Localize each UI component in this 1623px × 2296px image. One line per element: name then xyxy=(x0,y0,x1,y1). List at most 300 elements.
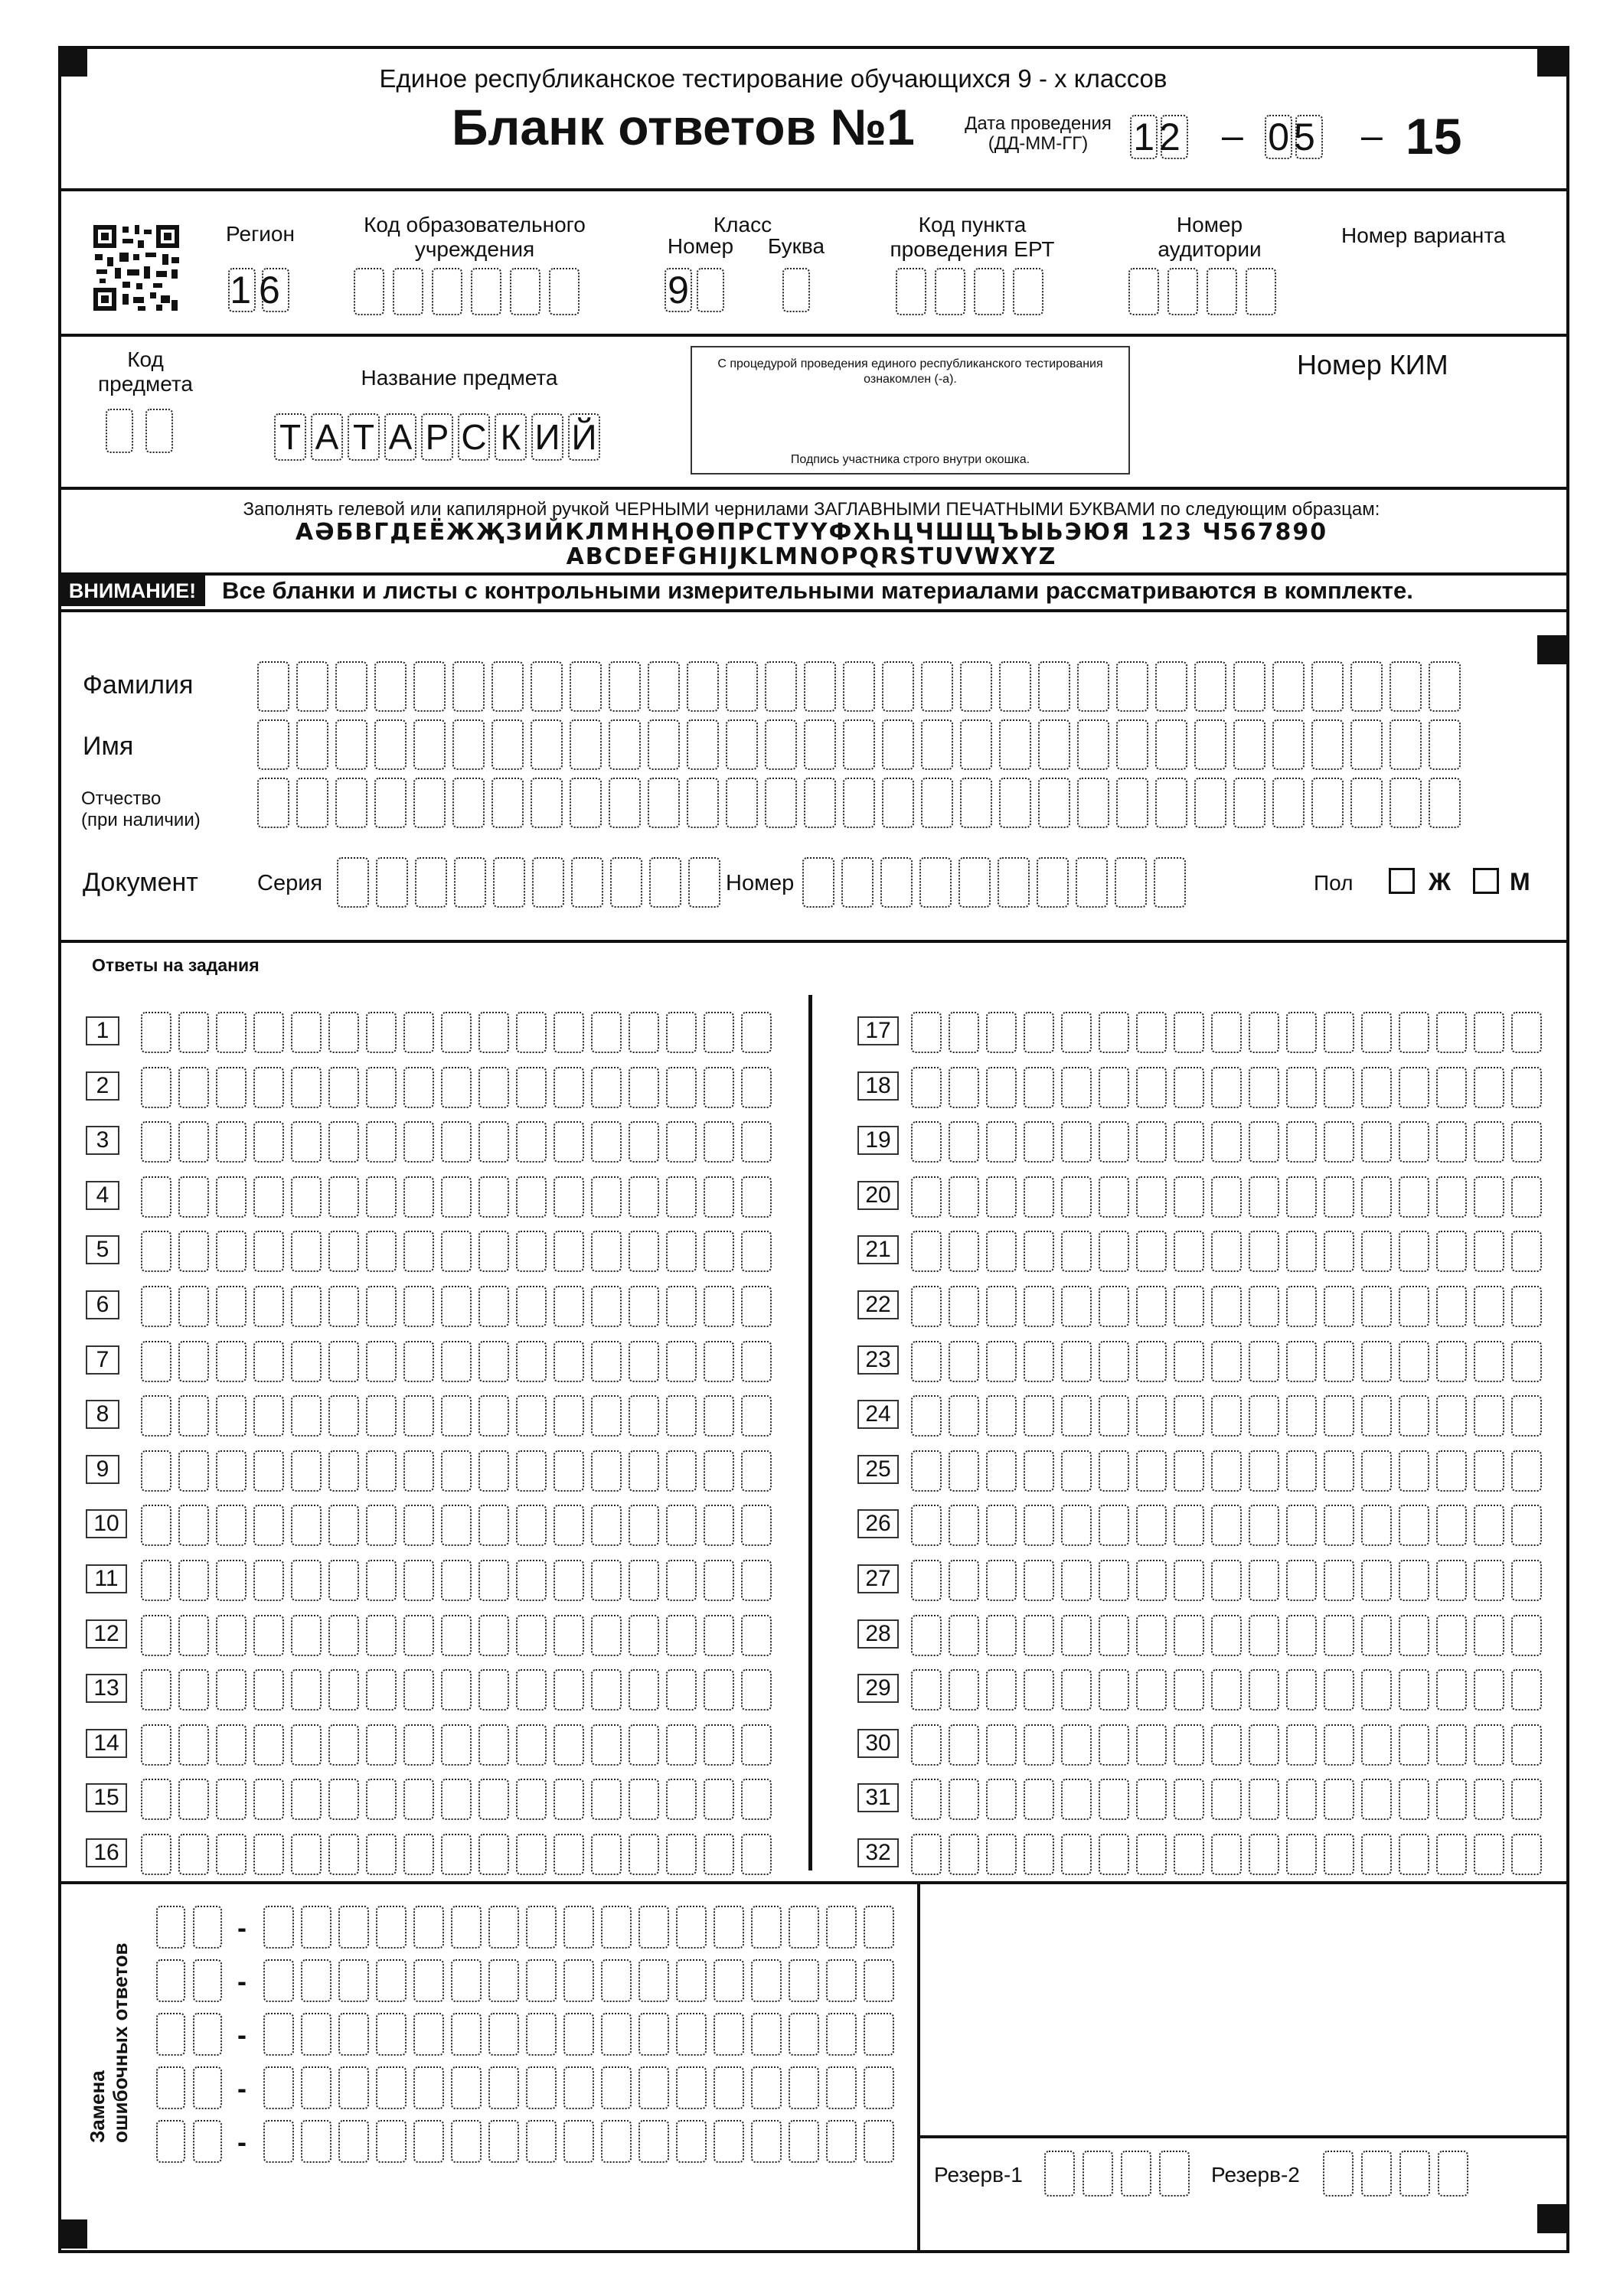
answer-right-19-cell-10[interactable] xyxy=(1249,1121,1279,1163)
name-box-27[interactable] xyxy=(1272,719,1305,770)
answer-right-27-cell-4[interactable] xyxy=(1024,1560,1054,1601)
answer-right-29-cell-9[interactable] xyxy=(1211,1669,1242,1711)
answer-left-6-cell-15[interactable] xyxy=(666,1286,697,1327)
patronymic-box-4[interactable] xyxy=(374,778,407,828)
replacement-5-cell-8[interactable] xyxy=(526,2120,557,2163)
answer-left-5-cell-14[interactable] xyxy=(629,1231,659,1272)
answer-right-17-cell-13[interactable] xyxy=(1361,1012,1392,1053)
answer-left-6-cell-1[interactable] xyxy=(141,1286,171,1327)
replacement-1-cell-2[interactable] xyxy=(301,1906,331,1949)
answer-right-23-cell-5[interactable] xyxy=(1061,1341,1092,1382)
answer-right-32-cell-10[interactable] xyxy=(1249,1834,1279,1875)
patronymic-box-26[interactable] xyxy=(1233,778,1265,828)
replacement-1-cell-5[interactable] xyxy=(413,1906,444,1949)
answer-right-24-cell-17[interactable] xyxy=(1511,1395,1542,1437)
replacement-3-cell-14[interactable] xyxy=(751,2013,782,2056)
answer-right-24-cell-16[interactable] xyxy=(1474,1395,1504,1437)
answer-left-11-cell-5[interactable] xyxy=(291,1560,322,1601)
replacement-5-cell-9[interactable] xyxy=(563,2120,594,2163)
answer-left-1-cell-9[interactable] xyxy=(441,1012,472,1053)
answer-left-9-cell-11[interactable] xyxy=(516,1450,547,1492)
surname-box-2[interactable] xyxy=(296,661,328,712)
answer-left-4-cell-2[interactable] xyxy=(178,1176,209,1218)
answer-right-23-cell-12[interactable] xyxy=(1324,1341,1354,1382)
point-code-box-2[interactable] xyxy=(935,268,965,315)
name-box-8[interactable] xyxy=(531,719,563,770)
replacement-4-task-2[interactable] xyxy=(193,2066,222,2109)
answer-left-14-cell-10[interactable] xyxy=(478,1724,509,1766)
answer-left-8-cell-6[interactable] xyxy=(328,1395,359,1437)
answer-left-5-cell-4[interactable] xyxy=(253,1231,284,1272)
school-code-box-5[interactable] xyxy=(510,268,540,315)
answer-left-3-cell-5[interactable] xyxy=(291,1121,322,1163)
series-box-3[interactable] xyxy=(415,857,447,908)
answer-right-30-cell-3[interactable] xyxy=(986,1724,1017,1766)
answer-left-5-cell-8[interactable] xyxy=(403,1231,434,1272)
reserve2-box-4[interactable] xyxy=(1438,2151,1468,2197)
answer-left-5-cell-1[interactable] xyxy=(141,1231,171,1272)
answer-left-16-cell-7[interactable] xyxy=(366,1834,397,1875)
patronymic-box-19[interactable] xyxy=(960,778,992,828)
replacement-3-cell-9[interactable] xyxy=(563,2013,594,2056)
answer-right-18-cell-16[interactable] xyxy=(1474,1067,1504,1108)
point-code-box-4[interactable] xyxy=(1013,268,1043,315)
replacement-4-cell-9[interactable] xyxy=(563,2066,594,2109)
answer-left-2-cell-2[interactable] xyxy=(178,1067,209,1108)
answer-right-31-cell-15[interactable] xyxy=(1436,1779,1467,1820)
answer-right-26-cell-2[interactable] xyxy=(949,1505,979,1546)
answer-right-22-cell-1[interactable] xyxy=(911,1286,942,1327)
replacement-4-cell-10[interactable] xyxy=(601,2066,632,2109)
answer-left-12-cell-13[interactable] xyxy=(591,1615,622,1656)
answer-right-27-cell-17[interactable] xyxy=(1511,1560,1542,1601)
surname-box-7[interactable] xyxy=(491,661,524,712)
answer-right-20-cell-2[interactable] xyxy=(949,1176,979,1218)
answer-right-19-cell-11[interactable] xyxy=(1286,1121,1317,1163)
replacement-1-cell-9[interactable] xyxy=(563,1906,594,1949)
subject-name-letter-9[interactable]: Й xyxy=(568,413,600,461)
answer-left-14-cell-13[interactable] xyxy=(591,1724,622,1766)
answer-left-10-cell-7[interactable] xyxy=(366,1505,397,1546)
answer-left-9-cell-1[interactable] xyxy=(141,1450,171,1492)
answer-left-16-cell-13[interactable] xyxy=(591,1834,622,1875)
name-box-21[interactable] xyxy=(1038,719,1070,770)
replacement-5-cell-14[interactable] xyxy=(751,2120,782,2163)
answer-left-6-cell-3[interactable] xyxy=(216,1286,247,1327)
answer-right-31-cell-12[interactable] xyxy=(1324,1779,1354,1820)
answer-right-26-cell-3[interactable] xyxy=(986,1505,1017,1546)
room-box-2[interactable] xyxy=(1167,268,1198,315)
subject-name-letter-3[interactable]: Т xyxy=(348,413,380,461)
answer-right-17-cell-16[interactable] xyxy=(1474,1012,1504,1053)
surname-box-9[interactable] xyxy=(570,661,602,712)
answer-right-29-cell-3[interactable] xyxy=(986,1669,1017,1711)
answer-right-30-cell-14[interactable] xyxy=(1399,1724,1429,1766)
patronymic-box-28[interactable] xyxy=(1311,778,1344,828)
answer-left-2-cell-16[interactable] xyxy=(704,1067,734,1108)
answer-left-15-cell-14[interactable] xyxy=(629,1779,659,1820)
replacement-1-cell-12[interactable] xyxy=(676,1906,707,1949)
answer-right-26-cell-17[interactable] xyxy=(1511,1505,1542,1546)
answer-right-26-cell-15[interactable] xyxy=(1436,1505,1467,1546)
answer-left-16-cell-3[interactable] xyxy=(216,1834,247,1875)
answer-right-25-cell-6[interactable] xyxy=(1099,1450,1129,1492)
answer-right-27-cell-13[interactable] xyxy=(1361,1560,1392,1601)
replacement-4-task-1[interactable] xyxy=(156,2066,185,2109)
answer-right-29-cell-4[interactable] xyxy=(1024,1669,1054,1711)
school-code-box-1[interactable] xyxy=(354,268,384,315)
answer-right-29-cell-2[interactable] xyxy=(949,1669,979,1711)
doc-number-box-10[interactable] xyxy=(1154,857,1186,908)
answer-right-29-cell-12[interactable] xyxy=(1324,1669,1354,1711)
answer-right-31-cell-8[interactable] xyxy=(1174,1779,1204,1820)
answer-left-7-cell-16[interactable] xyxy=(704,1341,734,1382)
answer-right-29-cell-16[interactable] xyxy=(1474,1669,1504,1711)
answer-left-12-cell-14[interactable] xyxy=(629,1615,659,1656)
answer-left-13-cell-15[interactable] xyxy=(666,1669,697,1711)
answer-left-5-cell-12[interactable] xyxy=(554,1231,584,1272)
answer-right-32-cell-6[interactable] xyxy=(1099,1834,1129,1875)
answer-right-28-cell-8[interactable] xyxy=(1174,1615,1204,1656)
name-box-1[interactable] xyxy=(257,719,289,770)
answer-left-13-cell-4[interactable] xyxy=(253,1669,284,1711)
sex-male-checkbox[interactable] xyxy=(1473,868,1499,894)
answer-right-22-cell-2[interactable] xyxy=(949,1286,979,1327)
replacement-1-cell-8[interactable] xyxy=(526,1906,557,1949)
answer-left-1-cell-13[interactable] xyxy=(591,1012,622,1053)
answer-right-22-cell-11[interactable] xyxy=(1286,1286,1317,1327)
answer-right-26-cell-1[interactable] xyxy=(911,1505,942,1546)
answer-right-20-cell-15[interactable] xyxy=(1436,1176,1467,1218)
answer-right-27-cell-7[interactable] xyxy=(1136,1560,1167,1601)
answer-left-6-cell-10[interactable] xyxy=(478,1286,509,1327)
answer-right-27-cell-15[interactable] xyxy=(1436,1560,1467,1601)
answer-left-1-cell-14[interactable] xyxy=(629,1012,659,1053)
answer-left-7-cell-2[interactable] xyxy=(178,1341,209,1382)
name-box-29[interactable] xyxy=(1350,719,1383,770)
answer-right-19-cell-6[interactable] xyxy=(1099,1121,1129,1163)
series-box-7[interactable] xyxy=(571,857,603,908)
replacement-2-cell-7[interactable] xyxy=(488,1959,519,2002)
answer-right-20-cell-13[interactable] xyxy=(1361,1176,1392,1218)
replacement-2-cell-14[interactable] xyxy=(751,1959,782,2002)
answer-left-9-cell-8[interactable] xyxy=(403,1450,434,1492)
answer-left-10-cell-16[interactable] xyxy=(704,1505,734,1546)
answer-right-32-cell-17[interactable] xyxy=(1511,1834,1542,1875)
answer-left-3-cell-17[interactable] xyxy=(741,1121,772,1163)
surname-box-1[interactable] xyxy=(257,661,289,712)
answer-right-32-cell-5[interactable] xyxy=(1061,1834,1092,1875)
answer-right-27-cell-9[interactable] xyxy=(1211,1560,1242,1601)
answer-left-11-cell-8[interactable] xyxy=(403,1560,434,1601)
answer-left-12-cell-2[interactable] xyxy=(178,1615,209,1656)
answer-left-15-cell-10[interactable] xyxy=(478,1779,509,1820)
answer-right-24-cell-11[interactable] xyxy=(1286,1395,1317,1437)
answer-left-2-cell-9[interactable] xyxy=(441,1067,472,1108)
answer-left-10-cell-4[interactable] xyxy=(253,1505,284,1546)
name-box-10[interactable] xyxy=(609,719,641,770)
reserve1-box-1[interactable] xyxy=(1044,2151,1075,2197)
answer-right-21-cell-17[interactable] xyxy=(1511,1231,1542,1272)
replacement-2-cell-4[interactable] xyxy=(376,1959,407,2002)
replacement-3-cell-5[interactable] xyxy=(413,2013,444,2056)
answer-left-1-cell-3[interactable] xyxy=(216,1012,247,1053)
answer-left-10-cell-14[interactable] xyxy=(629,1505,659,1546)
answer-right-25-cell-11[interactable] xyxy=(1286,1450,1317,1492)
answer-right-22-cell-3[interactable] xyxy=(986,1286,1017,1327)
replacement-1-cell-15[interactable] xyxy=(789,1906,819,1949)
answer-right-20-cell-12[interactable] xyxy=(1324,1176,1354,1218)
answer-right-31-cell-5[interactable] xyxy=(1061,1779,1092,1820)
answer-right-27-cell-8[interactable] xyxy=(1174,1560,1204,1601)
answer-left-8-cell-16[interactable] xyxy=(704,1395,734,1437)
answer-right-18-cell-4[interactable] xyxy=(1024,1067,1054,1108)
answer-left-6-cell-7[interactable] xyxy=(366,1286,397,1327)
replacement-4-cell-12[interactable] xyxy=(676,2066,707,2109)
answer-right-19-cell-14[interactable] xyxy=(1399,1121,1429,1163)
answer-left-12-cell-3[interactable] xyxy=(216,1615,247,1656)
answer-left-3-cell-11[interactable] xyxy=(516,1121,547,1163)
answer-left-12-cell-8[interactable] xyxy=(403,1615,434,1656)
answer-left-14-cell-2[interactable] xyxy=(178,1724,209,1766)
surname-box-20[interactable] xyxy=(999,661,1031,712)
replacement-3-cell-4[interactable] xyxy=(376,2013,407,2056)
replacement-4-cell-3[interactable] xyxy=(338,2066,369,2109)
answer-left-4-cell-14[interactable] xyxy=(629,1176,659,1218)
answer-right-20-cell-8[interactable] xyxy=(1174,1176,1204,1218)
name-box-22[interactable] xyxy=(1077,719,1109,770)
answer-left-14-cell-16[interactable] xyxy=(704,1724,734,1766)
answer-left-6-cell-5[interactable] xyxy=(291,1286,322,1327)
answer-right-20-cell-14[interactable] xyxy=(1399,1176,1429,1218)
answer-left-15-cell-2[interactable] xyxy=(178,1779,209,1820)
answer-left-8-cell-4[interactable] xyxy=(253,1395,284,1437)
answer-left-14-cell-9[interactable] xyxy=(441,1724,472,1766)
answer-right-17-cell-12[interactable] xyxy=(1324,1012,1354,1053)
answer-left-3-cell-14[interactable] xyxy=(629,1121,659,1163)
surname-box-13[interactable] xyxy=(726,661,758,712)
answer-right-17-cell-4[interactable] xyxy=(1024,1012,1054,1053)
series-box-6[interactable] xyxy=(532,857,564,908)
answer-left-16-cell-5[interactable] xyxy=(291,1834,322,1875)
answer-left-3-cell-7[interactable] xyxy=(366,1121,397,1163)
subject-name-letter-8[interactable]: И xyxy=(531,413,563,461)
answer-left-15-cell-15[interactable] xyxy=(666,1779,697,1820)
surname-box-31[interactable] xyxy=(1429,661,1461,712)
answer-left-9-cell-5[interactable] xyxy=(291,1450,322,1492)
answer-left-6-cell-16[interactable] xyxy=(704,1286,734,1327)
answer-left-5-cell-13[interactable] xyxy=(591,1231,622,1272)
answer-left-16-cell-16[interactable] xyxy=(704,1834,734,1875)
replacement-2-cell-5[interactable] xyxy=(413,1959,444,2002)
answer-right-31-cell-11[interactable] xyxy=(1286,1779,1317,1820)
class-letter-box[interactable] xyxy=(782,268,810,312)
answer-left-14-cell-3[interactable] xyxy=(216,1724,247,1766)
answer-left-2-cell-7[interactable] xyxy=(366,1067,397,1108)
room-box-3[interactable] xyxy=(1207,268,1237,315)
replacement-2-cell-17[interactable] xyxy=(864,1959,894,2002)
answer-right-23-cell-16[interactable] xyxy=(1474,1341,1504,1382)
answer-left-11-cell-13[interactable] xyxy=(591,1560,622,1601)
answer-right-21-cell-12[interactable] xyxy=(1324,1231,1354,1272)
doc-number-box-8[interactable] xyxy=(1076,857,1108,908)
doc-number-box-9[interactable] xyxy=(1115,857,1147,908)
answer-left-16-cell-9[interactable] xyxy=(441,1834,472,1875)
answer-right-25-cell-9[interactable] xyxy=(1211,1450,1242,1492)
answer-left-9-cell-3[interactable] xyxy=(216,1450,247,1492)
answer-left-4-cell-15[interactable] xyxy=(666,1176,697,1218)
answer-left-11-cell-14[interactable] xyxy=(629,1560,659,1601)
answer-right-22-cell-9[interactable] xyxy=(1211,1286,1242,1327)
answer-right-25-cell-4[interactable] xyxy=(1024,1450,1054,1492)
replacement-4-cell-16[interactable] xyxy=(826,2066,857,2109)
reserve2-box-1[interactable] xyxy=(1323,2151,1354,2197)
answer-right-23-cell-13[interactable] xyxy=(1361,1341,1392,1382)
subject-name-letter-2[interactable]: А xyxy=(311,413,343,461)
answer-right-19-cell-13[interactable] xyxy=(1361,1121,1392,1163)
answer-right-30-cell-6[interactable] xyxy=(1099,1724,1129,1766)
answer-right-18-cell-10[interactable] xyxy=(1249,1067,1279,1108)
patronymic-box-7[interactable] xyxy=(491,778,524,828)
surname-box-21[interactable] xyxy=(1038,661,1070,712)
answer-right-21-cell-8[interactable] xyxy=(1174,1231,1204,1272)
answer-right-30-cell-4[interactable] xyxy=(1024,1724,1054,1766)
reserve1-box-2[interactable] xyxy=(1083,2151,1113,2197)
replacement-2-task-2[interactable] xyxy=(193,1959,222,2002)
answer-left-7-cell-7[interactable] xyxy=(366,1341,397,1382)
answer-left-4-cell-11[interactable] xyxy=(516,1176,547,1218)
answer-left-14-cell-6[interactable] xyxy=(328,1724,359,1766)
answer-left-14-cell-7[interactable] xyxy=(366,1724,397,1766)
answer-right-32-cell-3[interactable] xyxy=(986,1834,1017,1875)
answer-right-26-cell-12[interactable] xyxy=(1324,1505,1354,1546)
answer-right-32-cell-7[interactable] xyxy=(1136,1834,1167,1875)
answer-right-23-cell-3[interactable] xyxy=(986,1341,1017,1382)
answer-right-28-cell-6[interactable] xyxy=(1099,1615,1129,1656)
answer-left-11-cell-17[interactable] xyxy=(741,1560,772,1601)
answer-right-23-cell-10[interactable] xyxy=(1249,1341,1279,1382)
answer-right-21-cell-4[interactable] xyxy=(1024,1231,1054,1272)
answer-right-31-cell-2[interactable] xyxy=(949,1779,979,1820)
patronymic-box-14[interactable] xyxy=(765,778,797,828)
answer-right-21-cell-2[interactable] xyxy=(949,1231,979,1272)
answer-left-9-cell-16[interactable] xyxy=(704,1450,734,1492)
answer-left-13-cell-13[interactable] xyxy=(591,1669,622,1711)
answer-right-27-cell-6[interactable] xyxy=(1099,1560,1129,1601)
answer-right-20-cell-4[interactable] xyxy=(1024,1176,1054,1218)
answer-right-29-cell-13[interactable] xyxy=(1361,1669,1392,1711)
answer-right-30-cell-9[interactable] xyxy=(1211,1724,1242,1766)
replacement-5-cell-4[interactable] xyxy=(376,2120,407,2163)
answer-left-8-cell-12[interactable] xyxy=(554,1395,584,1437)
replacement-1-cell-14[interactable] xyxy=(751,1906,782,1949)
answer-left-16-cell-14[interactable] xyxy=(629,1834,659,1875)
answer-right-17-cell-5[interactable] xyxy=(1061,1012,1092,1053)
answer-right-20-cell-11[interactable] xyxy=(1286,1176,1317,1218)
answer-left-2-cell-3[interactable] xyxy=(216,1067,247,1108)
answer-left-4-cell-3[interactable] xyxy=(216,1176,247,1218)
answer-right-25-cell-15[interactable] xyxy=(1436,1450,1467,1492)
patronymic-box-20[interactable] xyxy=(999,778,1031,828)
answer-right-21-cell-16[interactable] xyxy=(1474,1231,1504,1272)
name-box-20[interactable] xyxy=(999,719,1031,770)
answer-left-11-cell-15[interactable] xyxy=(666,1560,697,1601)
answer-left-7-cell-4[interactable] xyxy=(253,1341,284,1382)
answer-right-31-cell-6[interactable] xyxy=(1099,1779,1129,1820)
patronymic-box-17[interactable] xyxy=(882,778,914,828)
answer-left-2-cell-12[interactable] xyxy=(554,1067,584,1108)
replacement-3-task-1[interactable] xyxy=(156,2013,185,2056)
answer-left-15-cell-1[interactable] xyxy=(141,1779,171,1820)
answer-left-15-cell-7[interactable] xyxy=(366,1779,397,1820)
answer-left-13-cell-5[interactable] xyxy=(291,1669,322,1711)
answer-left-16-cell-6[interactable] xyxy=(328,1834,359,1875)
replacement-5-cell-13[interactable] xyxy=(714,2120,744,2163)
answer-left-8-cell-10[interactable] xyxy=(478,1395,509,1437)
answer-left-4-cell-12[interactable] xyxy=(554,1176,584,1218)
answer-left-8-cell-11[interactable] xyxy=(516,1395,547,1437)
answer-right-21-cell-6[interactable] xyxy=(1099,1231,1129,1272)
answer-left-7-cell-14[interactable] xyxy=(629,1341,659,1382)
answer-right-32-cell-11[interactable] xyxy=(1286,1834,1317,1875)
name-box-14[interactable] xyxy=(765,719,797,770)
replacement-2-cell-10[interactable] xyxy=(601,1959,632,2002)
answer-right-32-cell-13[interactable] xyxy=(1361,1834,1392,1875)
answer-right-22-cell-8[interactable] xyxy=(1174,1286,1204,1327)
answer-left-13-cell-1[interactable] xyxy=(141,1669,171,1711)
answer-right-24-cell-1[interactable] xyxy=(911,1395,942,1437)
answer-right-19-cell-12[interactable] xyxy=(1324,1121,1354,1163)
answer-right-20-cell-16[interactable] xyxy=(1474,1176,1504,1218)
answer-left-8-cell-7[interactable] xyxy=(366,1395,397,1437)
replacement-5-cell-10[interactable] xyxy=(601,2120,632,2163)
answer-left-13-cell-2[interactable] xyxy=(178,1669,209,1711)
answer-left-7-cell-11[interactable] xyxy=(516,1341,547,1382)
answer-left-12-cell-11[interactable] xyxy=(516,1615,547,1656)
answer-left-15-cell-16[interactable] xyxy=(704,1779,734,1820)
answer-right-19-cell-4[interactable] xyxy=(1024,1121,1054,1163)
answer-right-23-cell-6[interactable] xyxy=(1099,1341,1129,1382)
answer-right-23-cell-15[interactable] xyxy=(1436,1341,1467,1382)
answer-left-9-cell-14[interactable] xyxy=(629,1450,659,1492)
answer-right-28-cell-2[interactable] xyxy=(949,1615,979,1656)
surname-box-22[interactable] xyxy=(1077,661,1109,712)
answer-right-17-cell-3[interactable] xyxy=(986,1012,1017,1053)
answer-left-12-cell-6[interactable] xyxy=(328,1615,359,1656)
answer-left-10-cell-5[interactable] xyxy=(291,1505,322,1546)
answer-left-15-cell-8[interactable] xyxy=(403,1779,434,1820)
answer-right-18-cell-11[interactable] xyxy=(1286,1067,1317,1108)
answer-left-7-cell-13[interactable] xyxy=(591,1341,622,1382)
doc-number-box-5[interactable] xyxy=(958,857,991,908)
name-box-11[interactable] xyxy=(648,719,680,770)
surname-box-4[interactable] xyxy=(374,661,407,712)
answer-right-18-cell-13[interactable] xyxy=(1361,1067,1392,1108)
name-box-16[interactable] xyxy=(843,719,875,770)
answer-right-32-cell-1[interactable] xyxy=(911,1834,942,1875)
surname-box-11[interactable] xyxy=(648,661,680,712)
replacement-1-cell-6[interactable] xyxy=(451,1906,482,1949)
replacement-5-cell-3[interactable] xyxy=(338,2120,369,2163)
surname-box-29[interactable] xyxy=(1350,661,1383,712)
patronymic-box-23[interactable] xyxy=(1116,778,1148,828)
answer-left-6-cell-14[interactable] xyxy=(629,1286,659,1327)
answer-right-25-cell-5[interactable] xyxy=(1061,1450,1092,1492)
answer-left-4-cell-16[interactable] xyxy=(704,1176,734,1218)
answer-left-14-cell-5[interactable] xyxy=(291,1724,322,1766)
answer-right-24-cell-8[interactable] xyxy=(1174,1395,1204,1437)
answer-right-23-cell-7[interactable] xyxy=(1136,1341,1167,1382)
